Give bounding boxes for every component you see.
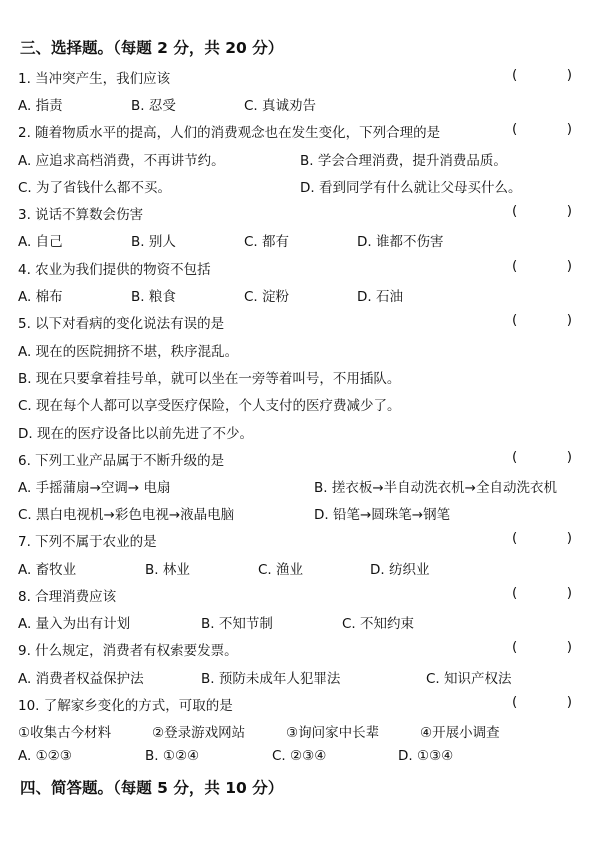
option[interactable]: C. 真诚劝告 — [244, 98, 317, 114]
question-7: 7. 下列不属于农业的是 ( ) — [18, 530, 572, 550]
option[interactable]: C. 为了省钱什么都不买。 — [18, 180, 172, 196]
option[interactable]: A. 现在的医院拥挤不堪，秩序混乱。 — [18, 344, 239, 360]
option[interactable]: A. 手摇蒲扇→空调→ 电扇 — [18, 480, 171, 496]
option[interactable]: C. 都有 — [244, 234, 290, 250]
question-text: 3. 说话不算数会伤害 — [18, 207, 144, 223]
option[interactable]: C. 淀粉 — [244, 289, 290, 305]
option[interactable]: D. 铅笔→圆珠笔→钢笔 — [314, 507, 451, 523]
question-3-options — [18, 230, 575, 250]
question-2: 2. 随着物质水平的提高，人们的消费观念也在发生变化，下列合理的是 ( ) — [18, 121, 572, 141]
question-text: 4. 农业为我们提供的物资不包括 — [18, 262, 211, 278]
question-8: 8. 合理消费应该 ( ) — [18, 585, 572, 605]
option[interactable]: B. 忍受 — [131, 98, 176, 114]
question-text: 2. 随着物质水平的提高，人们的消费观念也在发生变化，下列合理的是 — [18, 125, 441, 141]
question-2-options-row-2 — [18, 176, 575, 196]
option[interactable]: C. 黑白电视机→彩色电视→液晶电脑 — [18, 507, 235, 523]
option[interactable]: A. 应追求高档消费，不再讲节约。 — [18, 153, 225, 169]
option[interactable]: A. 消费者权益保护法 — [18, 671, 144, 687]
option[interactable]: C. 现在每个人都可以享受医疗保险，个人支付的医疗费减少了。 — [18, 398, 401, 414]
option[interactable]: D. 石油 — [357, 289, 403, 305]
option[interactable]: C. 知识产权法 — [426, 671, 512, 687]
question-5-option-a — [18, 340, 575, 360]
option[interactable]: C. ②③④ — [272, 748, 327, 764]
question-1: 1. 当冲突产生，我们应该 ( ) — [18, 67, 572, 87]
question-5-option-c — [18, 394, 575, 414]
option[interactable]: A. ①②③ — [18, 748, 72, 764]
option[interactable]: A. 棉布 — [18, 289, 63, 305]
option[interactable]: D. 看到同学有什么就让父母买什么。 — [300, 180, 522, 196]
option[interactable]: B. 别人 — [131, 234, 176, 250]
question-2-options-row-1 — [18, 149, 575, 169]
question-text: 7. 下列不属于农业的是 — [18, 534, 157, 550]
option[interactable]: C. 不知约束 — [342, 616, 415, 632]
option[interactable]: B. 学会合理消费，提升消费品质。 — [300, 153, 507, 169]
option[interactable]: B. 现在只要拿着挂号单，就可以坐在一旁等着叫号，不用插队。 — [18, 371, 401, 387]
option[interactable]: C. 渔业 — [258, 562, 304, 578]
question-9: 9. 什么规定，消费者有权索要发票。 ( ) — [18, 639, 572, 659]
question-6-options-row-2 — [18, 503, 575, 523]
question-4: 4. 农业为我们提供的物资不包括 ( ) — [18, 258, 572, 278]
question-5-option-d — [18, 422, 575, 442]
question-text: 9. 什么规定，消费者有权索要发票。 — [18, 643, 238, 659]
option[interactable]: B. ①②④ — [145, 748, 200, 764]
question-10: 10. 了解家乡变化的方式，可取的是 ( ) — [18, 694, 572, 714]
question-5-option-b — [18, 367, 575, 387]
item: ④开展小调查 — [420, 725, 500, 741]
option[interactable]: B. 不知节制 — [201, 616, 273, 632]
question-10-options — [18, 748, 575, 768]
question-1-options — [18, 94, 575, 114]
option[interactable]: D. 纺织业 — [370, 562, 430, 578]
item: ②登录游戏网站 — [152, 725, 246, 741]
question-7-options — [18, 558, 575, 578]
question-text: 1. 当冲突产生，我们应该 — [18, 71, 171, 87]
question-6: 6. 下列工业产品属于不断升级的是 ( ) — [18, 449, 572, 469]
option[interactable]: D. ①③④ — [398, 748, 454, 764]
option[interactable]: A. 指责 — [18, 98, 63, 114]
option[interactable]: D. 谁都不伤害 — [357, 234, 444, 250]
option[interactable]: A. 畜牧业 — [18, 562, 77, 578]
question-text: 8. 合理消费应该 — [18, 589, 117, 605]
question-text: 5. 以下对看病的变化说法有误的是 — [18, 316, 225, 332]
option[interactable]: A. 自己 — [18, 234, 63, 250]
question-5: 5. 以下对看病的变化说法有误的是 ( ) — [18, 312, 572, 332]
question-4-options — [18, 285, 575, 305]
question-3: 3. 说话不算数会伤害 ( ) — [18, 203, 572, 223]
item: ①收集古今材料 — [18, 725, 112, 741]
question-text: 10. 了解家乡变化的方式，可取的是 — [18, 698, 233, 714]
option[interactable]: B. 粮食 — [131, 289, 176, 305]
question-text: 6. 下列工业产品属于不断升级的是 — [18, 453, 225, 469]
section-4-title: 四、简答题。（每题 5 分，共 10 分） — [20, 779, 284, 797]
option[interactable]: B. 林业 — [145, 562, 190, 578]
question-9-options — [18, 667, 575, 687]
item: ③询问家中长辈 — [286, 725, 380, 741]
question-6-options-row-1 — [18, 476, 575, 496]
section-3-title: 三、选择题。（每题 2 分，共 20 分） — [20, 39, 284, 57]
option[interactable]: B. 预防未成年人犯罪法 — [201, 671, 341, 687]
option[interactable]: D. 现在的医疗设备比以前先进了不少。 — [18, 426, 253, 442]
option[interactable]: B. 搓衣板→半自动洗衣机→全自动洗衣机 — [314, 480, 557, 496]
question-10-items — [18, 721, 575, 741]
option[interactable]: A. 量入为出有计划 — [18, 616, 131, 632]
question-8-options — [18, 612, 575, 632]
